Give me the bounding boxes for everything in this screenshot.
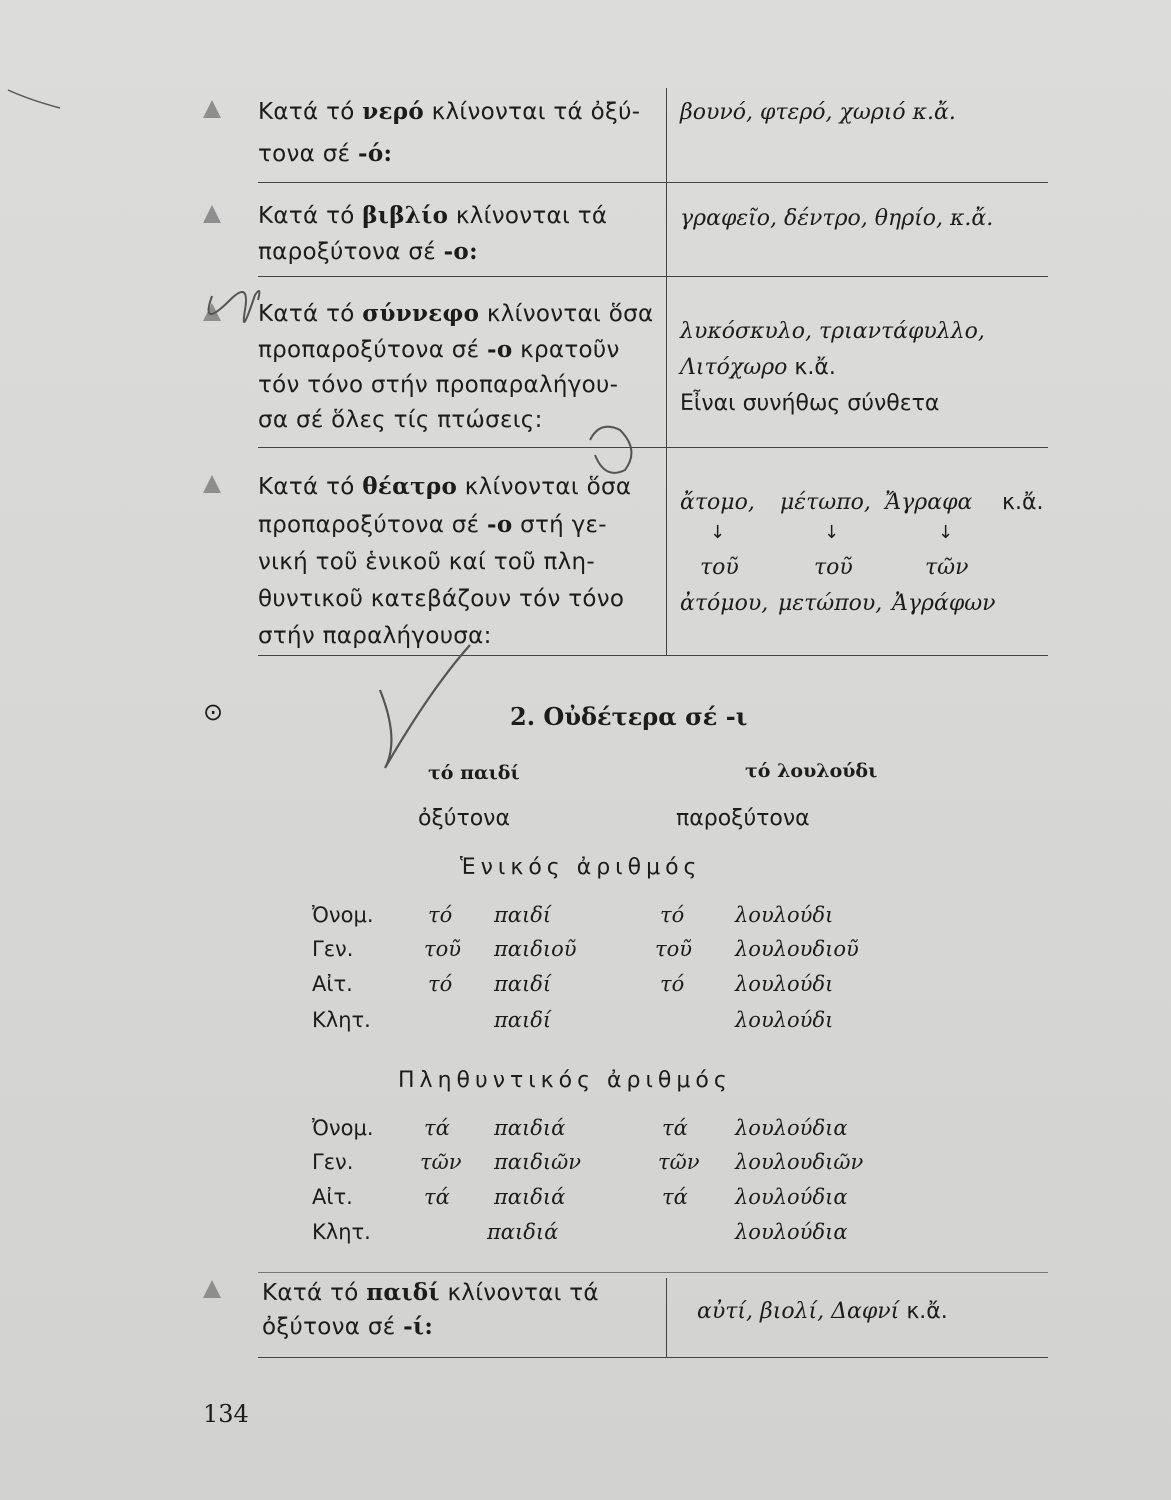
- article: τό: [660, 903, 685, 927]
- down-arrow-icon: ↓: [938, 522, 954, 543]
- article: τά: [662, 1116, 688, 1140]
- case-label: Ὀνομ.: [312, 1116, 374, 1140]
- article: τοῦ: [655, 937, 693, 961]
- case-label: Αἰτ.: [312, 972, 353, 996]
- triangle-marker-icon: [203, 1280, 221, 1298]
- rule-2-examples: γραφεῖο, δέντρο, θηρίο, κ.ἄ.: [680, 206, 994, 231]
- rule-2-text: Κατά τό βιβλίο κλίνονται τά παροξύτονα σέ -ο:: [258, 202, 608, 265]
- article: τῶν: [420, 1150, 462, 1174]
- noun-form: παιδιοῦ: [494, 937, 577, 961]
- noun-form: λουλούδι: [735, 903, 834, 927]
- pencil-mark: [209, 291, 260, 322]
- noun-form: παιδιά: [494, 1185, 566, 1209]
- noun-form: λουλουδιοῦ: [735, 937, 859, 961]
- noun-form: λουλούδι: [735, 972, 834, 996]
- noun-form: παιδί: [494, 1008, 552, 1032]
- noun-form: λουλούδια: [735, 1185, 848, 1209]
- noun-form: λουλούδια: [735, 1220, 848, 1244]
- article: τοῦ: [424, 937, 462, 961]
- rule-4-article: τῶν: [925, 555, 969, 580]
- noun-form: παιδιῶν: [494, 1150, 581, 1174]
- rule-4-text: Κατά τό θέατρο κλίνονται ὅσα προπαροξύτονα σέ -ο στή γε- νική τοῦ ἑνικοῦ καί τοῦ πλη- θυντικοῦ κατεβάζουν τόν τόνο στήν παραλήγουσα:: [258, 473, 632, 649]
- section-heading: 2. Οὐδέτερα σέ -ι: [510, 702, 748, 731]
- article: τό: [428, 972, 453, 996]
- col1-title: τό παιδί: [428, 762, 520, 784]
- rule-4-word-atomo: ἄτομο,: [680, 490, 755, 515]
- col1-subtitle: ὀξύτονα: [418, 806, 510, 831]
- rule-1-examples: βουνό, φτερό, χωριό κ.ἄ.: [680, 100, 956, 125]
- article: τά: [662, 1185, 688, 1209]
- singular-title: Ἑνικός ἀριθμός: [460, 855, 702, 880]
- case-label: Αἰτ.: [312, 1185, 353, 1209]
- rule-4-suffix: κ.ἄ.: [1002, 490, 1044, 515]
- pencil-mark: [380, 645, 470, 768]
- rule-4-article: τοῦ: [814, 555, 853, 580]
- noun-form: λουλούδια: [735, 1116, 848, 1140]
- final-rule-text: Κατά τό παιδί κλίνονται τά ὀξύτονα σέ -ί:: [262, 1279, 599, 1340]
- divider: [258, 1357, 1048, 1358]
- article: τῶν: [658, 1150, 700, 1174]
- noun-form: παιδιά: [494, 1116, 566, 1140]
- column-divider: [666, 1278, 667, 1358]
- pencil-mark: [590, 427, 631, 473]
- noun-form: λουλουδιῶν: [735, 1150, 864, 1174]
- page-number: 134: [203, 1400, 249, 1428]
- rule-4-word-agrafa: Ἄγραφα: [885, 490, 973, 515]
- rule-4-article: τοῦ: [700, 555, 739, 580]
- noun-form: παιδί: [494, 972, 552, 996]
- noun-form: παιδιά: [487, 1220, 559, 1244]
- article: τό: [428, 903, 453, 927]
- rule-4-genitive: ἀτόμου,: [680, 591, 769, 616]
- final-rule-examples: αὐτί, βιολί, Δαφνί κ.ἄ.: [697, 1299, 948, 1324]
- rule-3-examples: λυκόσκυλο, τριαντάφυλλο, Λιτόχωρο κ.ἄ. Εἶναι συνήθως σύνθετα: [680, 319, 985, 416]
- down-arrow-icon: ↓: [824, 522, 840, 543]
- article: τά: [424, 1116, 450, 1140]
- case-label: Γεν.: [312, 937, 354, 961]
- rule-1-text: Κατά τό νερό κλίνονται τά ὀξύ- τονα σέ -ό:: [258, 98, 641, 167]
- plural-title: Πληθυντικός ἀριθμός: [398, 1068, 732, 1093]
- col2-title: τό λουλούδι: [745, 760, 878, 782]
- case-label: Ὀνομ.: [312, 903, 374, 927]
- rule-4-genitive: Ἀγράφων: [892, 591, 996, 616]
- noun-form: παιδί: [494, 903, 552, 927]
- case-label: Γεν.: [312, 1150, 354, 1174]
- case-label: Κλητ.: [312, 1220, 371, 1244]
- rule-4-genitive: μετώπου,: [778, 591, 883, 616]
- noun-form: λουλούδι: [735, 1008, 834, 1032]
- rule-3-text: Κατά τό σύννεφο κλίνονται ὅσα προπαροξύτονα σέ -ο κρατοῦν τόν τόνο στήν προπαραλήγου- σα σέ ὅλες τίς πτώσεις:: [258, 300, 654, 433]
- circle-dot-icon: ⊙: [203, 698, 224, 726]
- article: τά: [424, 1185, 450, 1209]
- article: τό: [660, 972, 685, 996]
- col2-subtitle: παροξύτονα: [676, 806, 810, 831]
- rule-4-word-metopo: μέτωπο,: [780, 490, 871, 515]
- down-arrow-icon: ↓: [710, 522, 726, 543]
- divider: [258, 1272, 1048, 1273]
- case-label: Κλητ.: [312, 1008, 371, 1032]
- pencil-mark: [8, 90, 60, 108]
